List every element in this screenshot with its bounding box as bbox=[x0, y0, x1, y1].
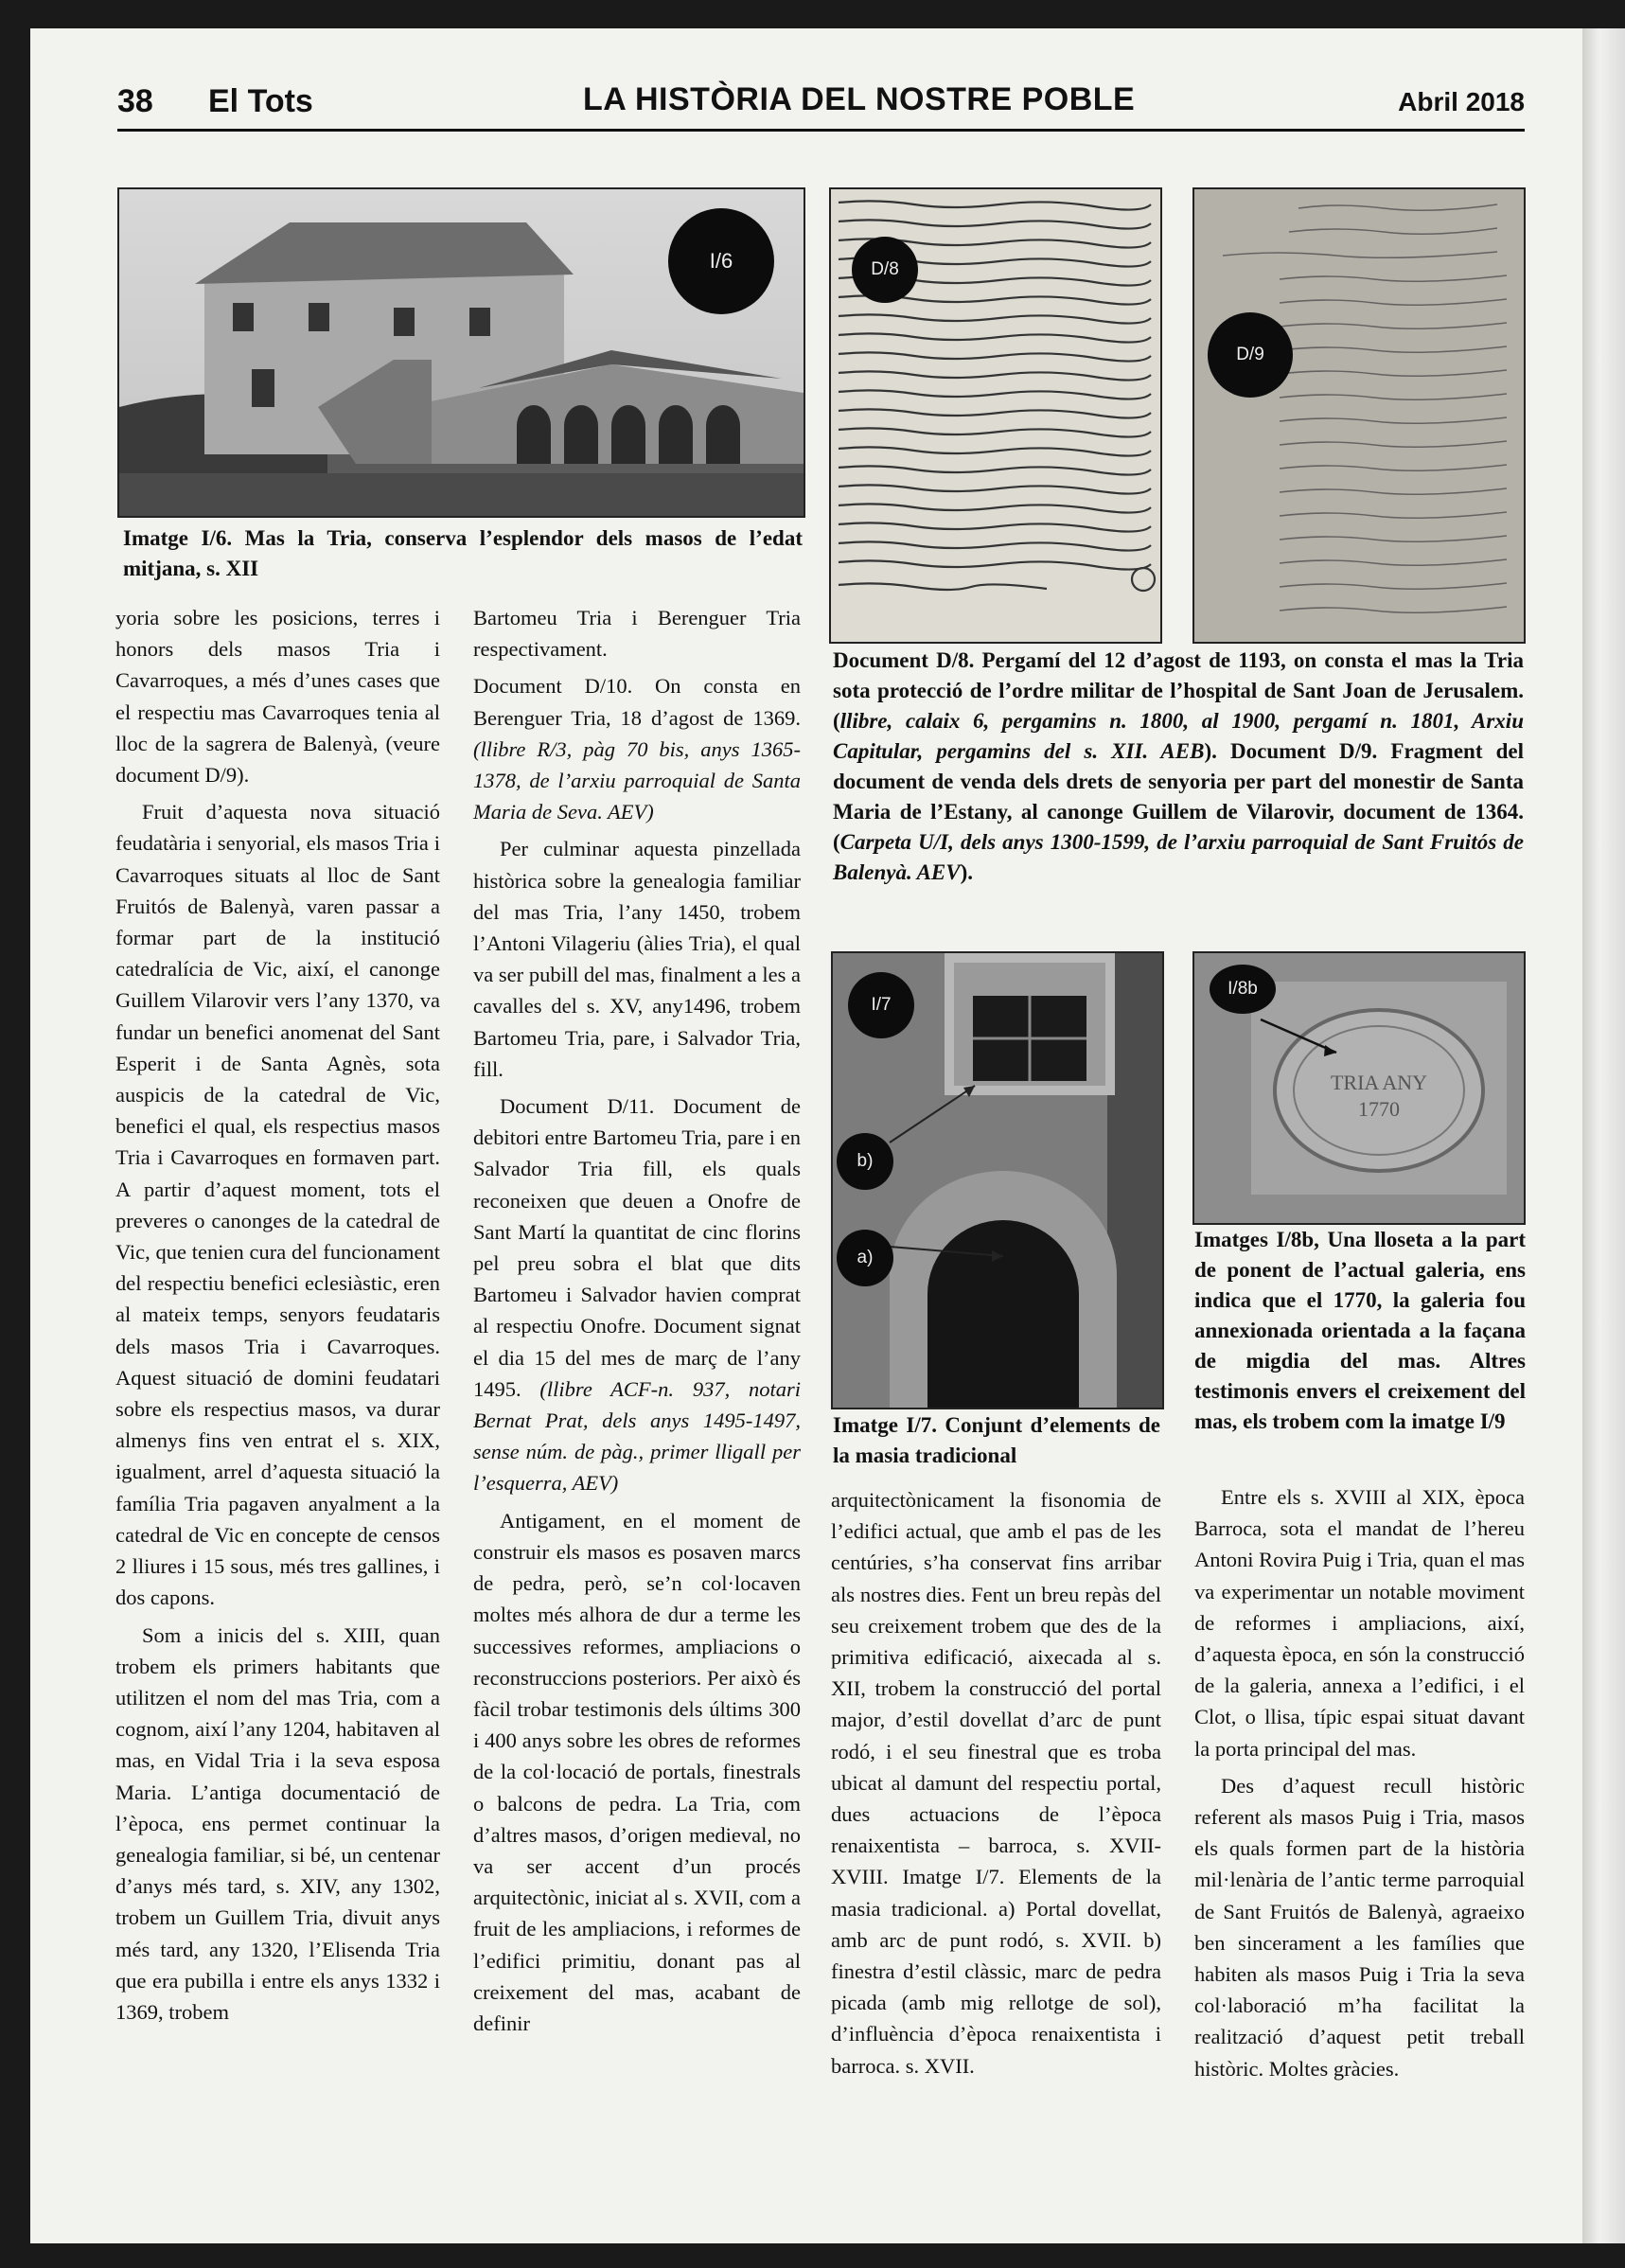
col2-paragraph-4-text: Document D/11. Document de debitori entre Bartomeu Tria, pare i en Salvador Tria fill, els quals reconeixen que deuen a Onofre de Sant Martí la quantitat de cinc florins pel preu sobra el blat que dits Bartomeu i Salvador havien comprat al respectiu Onofre. Document signat el dia 15 del mes de març de l’any 1495. bbox=[473, 1094, 801, 1401]
photo-tag-i6: I/6 bbox=[668, 208, 774, 314]
photo-tag-d9: D/9 bbox=[1208, 312, 1293, 398]
col2-paragraph-4-ref: (llibre ACF-n. 937, notari Bernat Prat, dels anys 1495-1497, sense núm. de pàg., primer lligall per l’esquerra, AEV) bbox=[473, 1376, 801, 1496]
col2-paragraph-4 bbox=[473, 1090, 801, 1499]
article-column-2 bbox=[473, 602, 801, 2045]
caption-d8-d9-part3: ). bbox=[960, 860, 974, 884]
caption-d8-d9-part2: ). Document D/9. Fragment del document de venda dels drets de senyoria per part del monestir de Santa Maria de l’Estany, al canonge Guillem de Vilarovir, document de 1364. ( bbox=[833, 739, 1524, 854]
publication-name: El Tots bbox=[208, 83, 313, 119]
col2-paragraph-1: Bartomeu Tria i Berenguer Tria respectivament. bbox=[473, 606, 801, 662]
article-column-3 bbox=[831, 1484, 1161, 2087]
photo-i6-mas-la-tria bbox=[117, 187, 805, 518]
caption-d8-d9-ref1: llibre, calaix 6, pergamins n. 1800, al 1900, pergamí n. 1801, Arxiu Capitular, pergamins del s. XII. AEB bbox=[833, 709, 1524, 763]
issue-date: Abril 2018 bbox=[1398, 87, 1525, 116]
photo-tag-i8b: I/8b bbox=[1210, 965, 1276, 1014]
col2-paragraph-3: Per culminar aquesta pinzellada històrica sobre la genealogia familiar del mas Tria, l’any 1450, trobem l’Antoni Vilageriu (àlies Tria), el qual va ser pubill del mas, finalment a les a cavalles del s. XV, any1496, trobem Bartomeu Tria, pare, i Salvador Tria, fill. bbox=[473, 837, 801, 1081]
header-rule bbox=[117, 129, 1525, 132]
article-column-4 bbox=[1194, 1481, 1525, 2090]
photo-d8-parchment bbox=[829, 187, 1162, 644]
page-edge bbox=[1582, 28, 1625, 2243]
caption-i7: Imatge I/7. Conjunt d’elements de la masia tradicional bbox=[833, 1413, 1160, 1467]
caption-i8b: Imatges I/8b, Una lloseta a la part de ponent de l’actual galeria, ens indica que el 1770, la galeria fou annexionada orientada a la façana de migdia del mas. Altres testimonis envers el creixement del mas, els trobem com la imatge I/9 bbox=[1194, 1228, 1526, 1433]
col4-paragraph-2: Des d’aquest recull històric referent als masos Puig i Tria, masos els quals formen part de la història mil·lenària de l’antic terme parroquial de Sant Fruitós de Balenyà, agraeixo ben sincerament a les famílies que habiten als masos Puig i Tria la seva col·laboració m’ha facilitat la realització d’aquest petit treball històric. Moltes gràcies. bbox=[1194, 1773, 1525, 2081]
col1-paragraph-3: Som a inicis del s. XIII, quan trobem els primers habitants que utilitzen el nom del mas Tria, com a cognom, així l’any 1204, habitaven al mas, en Vidal Tria i la seva esposa Maria. L’antiga documentació de l’època, ens permet continuar la genealogia familiar, si bé, un centenar d’anys més tard, s. XIV, any 1302, trobem un Guillem Tria, divuit anys més tard, any 1320, l’Elisenda Tria que era pubilla i entre els anys 1332 i 1369, trobem bbox=[115, 1622, 440, 2024]
caption-d8-d9 bbox=[833, 646, 1524, 888]
col2-paragraph-5: Antigament, en el moment de construir els masos es posaven marcs de pedra, però, se’n col·locaven moltes més alhora de dur a terme les successives reformes, ampliacions o reconstruccions posteriors. Per això és fàcil trobar testimonis dels últims 300 i 400 anys sobre les obres de reformes de la col·locació de portals, finestrals o balcons de pedra. La Tria, com d’altres masos, d’origen medieval, no va ser accent d’un procés arquitectònic, iniciat al s. XVII, com a fruit de les ampliacions, i reformes de l’edifici primitiu, donant pas al creixement del mas, acabant de definir bbox=[473, 1508, 801, 2035]
plaque-inscription-line2: 1770 bbox=[1358, 1097, 1400, 1121]
photo-tag-i7: I/7 bbox=[848, 972, 914, 1038]
plaque-inscription-line1: TRIA ANY bbox=[1330, 1071, 1428, 1094]
photo-i7-facade bbox=[831, 951, 1164, 1409]
col2-paragraph-2-ref: (llibre R/3, pàg 70 bis, anys 1365-1378, de l’arxiu parroquial de Santa Maria de Seva. AEV) bbox=[473, 736, 801, 824]
col3-paragraph-1: arquitectònicament la fisonomia de l’edifici actual, que amb el pas de les centúries, s’ha conservat fins arribar als nostres dies. Fent un breu repàs del seu creixement trobem que des de la primitiva edificació, aixecada al s. XII, trobem la construcció del portal major, d’estil dovellat d’arc de punt rodó, i el seu finestral que es troba ubicat al damunt del respectiu portal, dues actuacions de l’època renaixentista – barroca, s. XVII-XVIII. Imatge I/7. Elements de la masia tradicional. a) Portal dovellat, amb arc de punt rodó, s. XVII. b) finestra d’estil clàssic, marc de pedra picada (amb mig rellotge de sol), d’influència d’època renaixentista i barroca. s. XVII. bbox=[831, 1488, 1161, 2078]
photo-label-b: b) bbox=[837, 1133, 893, 1190]
photo-label-a: a) bbox=[837, 1230, 893, 1286]
photo-d9-document bbox=[1192, 187, 1526, 644]
col2-paragraph-2 bbox=[473, 670, 801, 827]
col2-paragraph-2-text: Document D/10. On consta en Berenguer Tria, 18 d’agost de 1369. bbox=[473, 674, 801, 730]
page-header bbox=[117, 78, 1525, 125]
document-illustration bbox=[1194, 189, 1524, 642]
photo-tag-d8: D/8 bbox=[852, 237, 918, 303]
caption-d8-d9-ref2: Carpeta U/I, dels anys 1300-1599, de l’arxiu parroquial de Sant Fruitós de Balenyà. AEV bbox=[833, 830, 1524, 884]
article-column-1 bbox=[115, 602, 440, 2033]
col1-paragraph-1: yoria sobre les posicions, terres i honors dels masos Tria i Cavarroques, a més d’unes cases que el respectiu mas Cavarroques tenia al lloc de la sagrera de Balenyà, (veure document D/9). bbox=[115, 606, 440, 788]
caption-d8-d9-part1: Document D/8. Pergamí del 12 d’agost de 1193, on consta el mas la Tria sota protecció de l’ordre militar de l’hospital de Sant Joan de Jerusalem. ( bbox=[833, 648, 1524, 733]
section-title: LA HISTÒRIA DEL NOSTRE POBLE bbox=[583, 81, 1136, 117]
col1-paragraph-2: Fruit d’aquesta nova situació feudatària i senyorial, els masos Tria i Cavarroques situats al lloc de Sant Fruitós de Balenyà, varen passar a formar part de la institució catedralícia de Vic, així, el canonge Guillem Vilarovir vers l’any 1370, va fundar un benefici anomenat del Sant Esperit i de Santa Agnès, sota auspicis de la catedral de Vic, benefici el qual, els respectius masos Tria i Cavarroques en formaven part. A partir d’aquest moment, tots el preveres o canonges de la catedral de Vic, que tenien cura del funcionament del respectiu benefici eclesiàstic, eren al mateix temps, senyors feudataris dels masos Tria i Cavarroques. Aquest situació de domini feudatari sobre els respectius masos, va durar almenys fins ven entrat el s. XIX, igualment, arrel d’aquesta situació la família Tria pagaven anyalment a la catedral de Vic en concepte de censos 2 lliures i 15 sous, més tres gallines, i dos capons. bbox=[115, 800, 440, 1610]
col4-paragraph-1: Entre els s. XVIII al XIX, època Barroca, sota el mandat de l’hereu Antoni Rovira Puig i Tria, quan el mas va experimentar un notable moviment de reformes i ampliacions, així, d’aquesta època, en són la construcció de la galeria, annexa a l’edifici, i el Clot, o llisa, típic espai situat davant la porta principal del mas. bbox=[1194, 1485, 1525, 1761]
caption-i6: Imatge I/6. Mas la Tria, conserva l’esplendor dels masos de l’edat mitjana, s. XII bbox=[123, 526, 803, 580]
photo-i8b-plaque bbox=[1192, 951, 1526, 1225]
page-number: 38 bbox=[117, 83, 153, 119]
